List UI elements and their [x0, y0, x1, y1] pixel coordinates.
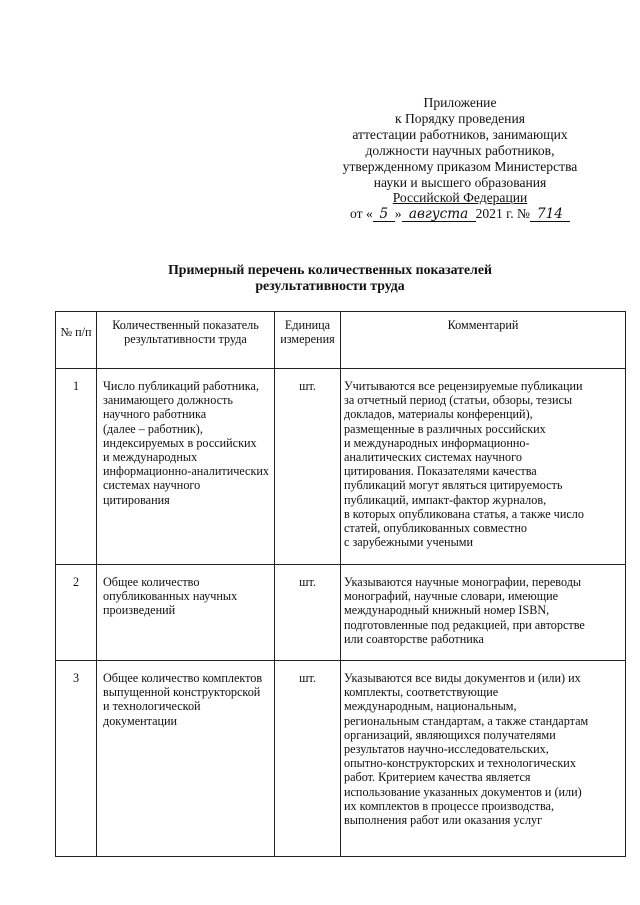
- header-unit: [275, 312, 341, 369]
- indicator-line: выпущенной конструкторской: [103, 685, 261, 700]
- document-title: [120, 262, 540, 294]
- header-indicator-line: Количественный показатель: [112, 318, 259, 332]
- comment-line: организаций, являющихся получателями: [344, 727, 556, 742]
- table-row: [56, 565, 626, 661]
- comment-line: международным, национальным,: [344, 699, 517, 714]
- row-unit: шт.: [275, 369, 341, 565]
- comment-line: их комплектов в процессе производства,: [344, 798, 554, 813]
- row-indicator: [97, 661, 275, 857]
- indicator-line: занимающего должность: [103, 393, 233, 408]
- indicator-line: документации: [103, 713, 178, 728]
- appendix-line: должности научных работников,: [365, 142, 555, 158]
- order-date-line: [318, 206, 602, 222]
- comment-line: Учитываются все рецензируемые публикации: [344, 379, 583, 393]
- indicator-line: Общее количество комплектов: [103, 671, 263, 685]
- row-comment: [341, 661, 626, 857]
- comment-line: докладов, материалы конференций),: [344, 407, 533, 422]
- indicator-line: Общее количество: [103, 575, 200, 589]
- header-unit-line: измерения: [280, 332, 335, 347]
- appendix-line: Российской Федерации: [392, 190, 528, 206]
- indicator-line: Число публикаций работника,: [103, 379, 259, 393]
- comment-line: монографий, научные словари, имеющие: [344, 589, 559, 604]
- comment-line: размещенные в различных российских: [344, 421, 546, 436]
- indicator-line: цитирования: [103, 492, 170, 507]
- comment-line: результатов научно-исследовательских,: [344, 742, 549, 757]
- appendix-line: утвержденному приказом Министерства: [342, 158, 578, 174]
- comment-line: региональным стандартам, а также стандартам: [344, 713, 589, 728]
- header-indicator-line: результативности труда: [124, 332, 247, 347]
- indicator-line: и технологической: [103, 699, 201, 714]
- header-indicator: [97, 312, 275, 369]
- row-indicator: [97, 565, 275, 661]
- indicator-line: произведений: [103, 603, 176, 618]
- indicator-line: индексируемых в российских: [103, 435, 257, 450]
- comment-line: в которых опубликована статья, а также число: [344, 506, 584, 521]
- order-number-handwritten: 714: [530, 208, 570, 222]
- comment-line: опытно-конструкторских и технологических: [344, 756, 576, 771]
- date-month-handwritten: августа: [402, 208, 476, 222]
- comment-line: или соавторстве работника: [344, 631, 484, 646]
- comment-line: использование указанных документов и (или): [344, 784, 582, 799]
- indicators-table: [55, 311, 626, 857]
- indicator-line: научного работника: [103, 407, 207, 422]
- comment-line: международный книжный номер ISBN,: [344, 603, 550, 618]
- appendix-line: аттестации работников, занимающих: [352, 126, 568, 142]
- comment-line: с зарубежными учеными: [344, 535, 473, 550]
- comment-line: статей, опубликованных совместно: [344, 521, 527, 536]
- comment-line: Указываются научные монографии, переводы: [344, 575, 582, 589]
- comment-line: комплекты, соответствующие: [344, 685, 499, 700]
- title-line: Примерный перечень количественных показателей: [168, 262, 492, 277]
- indicator-line: информационно-аналитических: [103, 464, 270, 479]
- appendix-line: к Порядку проведения: [394, 110, 525, 126]
- row-comment: [341, 565, 626, 661]
- appendix-line: науки и высшего образования: [373, 174, 547, 190]
- row-num: 1: [56, 369, 97, 565]
- comment-line: выполнения работ или оказания услуг: [344, 813, 543, 828]
- header-unit-line: Единица: [284, 318, 331, 332]
- appendix-line: Приложение: [423, 95, 497, 110]
- comment-line: цитирования. Показателями качества: [344, 464, 537, 479]
- table-row: [56, 369, 626, 565]
- comment-line: Указываются все виды документов и (или) их: [344, 671, 581, 685]
- row-comment: [341, 369, 626, 565]
- row-indicator: [97, 369, 275, 565]
- header-num: № п/п: [56, 312, 97, 369]
- title-line: результативности труда: [255, 278, 405, 293]
- comment-line: публикаций могут являться цитируемость: [344, 478, 563, 493]
- row-num: 2: [56, 565, 97, 661]
- comment-line: за отчетный период (статьи, обзоры, тезисы: [344, 393, 573, 408]
- comment-line: подготовленные под редакцией, при авторстве: [344, 617, 585, 632]
- comment-line: публикаций, импакт-фактор журналов,: [344, 492, 547, 507]
- comment-line: и международных информационно-: [344, 435, 530, 450]
- indicator-line: и международных: [103, 450, 198, 465]
- table-header-row: [56, 312, 626, 369]
- indicator-line: (далее – работник),: [103, 421, 203, 436]
- header-comment: Комментарий: [341, 312, 626, 369]
- indicator-line: системах научного: [103, 478, 201, 493]
- indicator-line: опубликованных научных: [103, 589, 238, 604]
- row-unit: шт.: [275, 661, 341, 857]
- comment-line: аналитических системах научного: [344, 450, 522, 465]
- date-mid: »: [394, 206, 402, 222]
- row-num: 3: [56, 661, 97, 857]
- row-unit: шт.: [275, 565, 341, 661]
- date-prefix: от «: [350, 206, 373, 222]
- date-year: 2021 г. №: [475, 206, 530, 222]
- appendix-header: [318, 95, 602, 222]
- comment-line: работ. Критерием качества является: [344, 770, 531, 785]
- date-day-handwritten: 5: [373, 208, 395, 222]
- table-row: [56, 661, 626, 857]
